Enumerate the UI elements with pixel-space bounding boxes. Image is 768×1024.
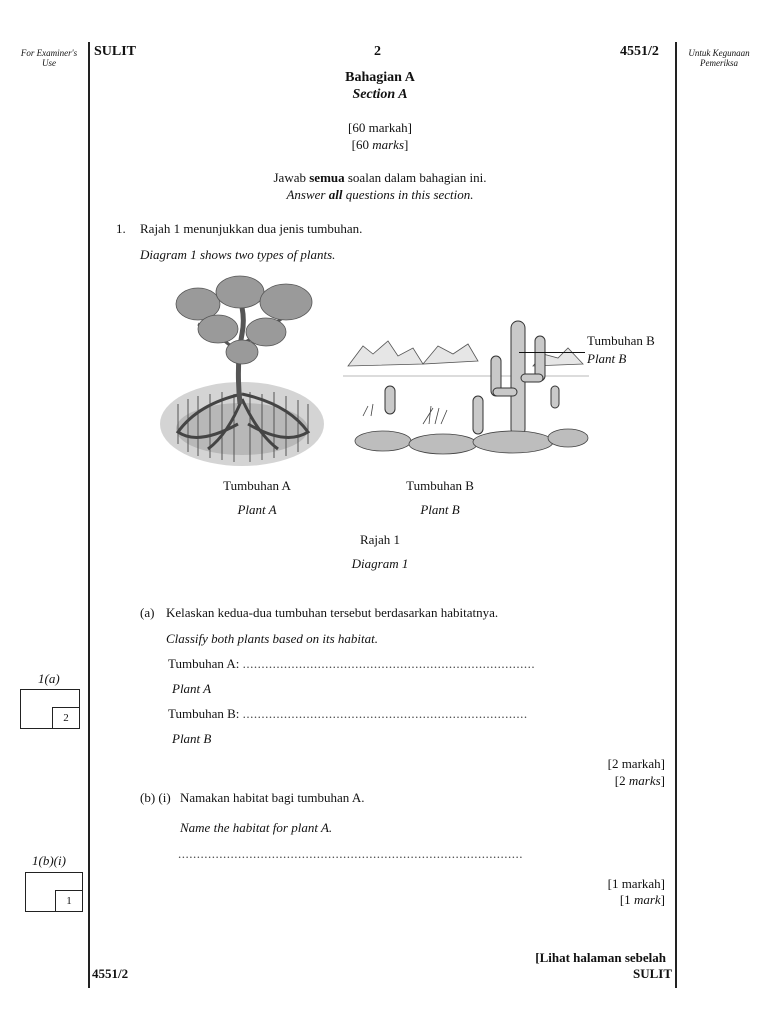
answer-line-plant-a[interactable]: Tumbuhan A: .............................................................................. (168, 656, 536, 671)
examiner-box-1bi-label: 1(b)(i) (32, 853, 66, 868)
pointer-label-en: Plant B (587, 351, 627, 366)
section-marks-ms: [60 markah] (348, 120, 412, 135)
question-stem-ms: Rajah 1 menunjukkan dua jenis tumbuhan. (140, 221, 363, 236)
footer-next-page: [Lihat halaman sebelah (535, 950, 666, 965)
part-a-label: (a) (140, 605, 155, 620)
left-margin-rule (88, 42, 90, 988)
plant-b-label-en: Plant B (420, 502, 460, 517)
answer-line-habitat[interactable]: ............................................................................................ (178, 846, 523, 861)
plant-a-mangrove-illustration (158, 274, 326, 470)
part-a-question-ms: Kelaskan kedua-dua tumbuhan tersebut berdasarkan habitatnya. (166, 605, 499, 620)
question-stem-en: Diagram 1 shows two types of plants. (140, 247, 336, 262)
instruction-ms: Jawab semua soalan dalam bahagian ini. (273, 170, 487, 185)
diagram-caption-ms: Rajah 1 (359, 532, 401, 547)
part-b-i-label: (b) (i) (140, 790, 171, 805)
part-b-i-question-ms: Namakan habitat bagi tumbuhan A. (180, 790, 365, 805)
question-number: 1. (116, 221, 126, 236)
footer-sulit: SULIT (632, 966, 672, 981)
header-page-number: 2 (374, 44, 381, 59)
part-b-i-marks-en: [1 mark] (619, 892, 665, 907)
right-margin-rule (675, 42, 677, 988)
plant-a-label-ms: Tumbuhan A (223, 478, 291, 493)
plant-b-label-ms: Tumbuhan B (406, 478, 474, 493)
examiner-box-1a[interactable] (20, 689, 80, 729)
part-a-marks-ms: [2 markah] (607, 756, 665, 771)
part-b-i-question-en: Name the habitat for plant A. (180, 820, 333, 835)
examiner-box-1bi[interactable] (25, 872, 83, 912)
diagram-caption-en: Diagram 1 (351, 556, 409, 571)
plant-b-en-sub: Plant B (172, 731, 212, 746)
plant-a-en-sub: Plant A (172, 681, 212, 696)
examiner-use-label: For Examiner's Use (20, 48, 78, 68)
plant-b-cactus-illustration (343, 316, 589, 456)
instruction-en: Answer all questions in this section. (286, 187, 474, 202)
header-paper-code: 4551/2 (620, 44, 659, 59)
examiner-box-1a-label: 1(a) (38, 671, 60, 686)
section-title-en: Section A (352, 87, 408, 102)
footer-paper-code: 4551/2 (92, 966, 129, 981)
answer-line-plant-b[interactable]: Tumbuhan B: ............................................................................ (168, 706, 528, 721)
plant-a-label-en: Plant A (237, 502, 277, 517)
examiner-box-1a-max: 2 (52, 707, 79, 728)
plant-b-pointer-line (519, 352, 585, 353)
part-a-question-en: Classify both plants based on its habitat. (166, 631, 378, 646)
part-b-i-marks-ms: [1 markah] (607, 876, 665, 891)
section-marks-en: [60 marks] (351, 137, 409, 152)
header-sulit: SULIT (94, 44, 137, 59)
pointer-label-ms: Tumbuhan B (587, 333, 655, 348)
kegunaan-pemeriksa-label: Untuk Kegunaan Pemeriksa (688, 48, 750, 68)
section-title-ms: Bahagian A (345, 70, 415, 85)
examiner-box-1bi-max: 1 (55, 890, 82, 911)
part-a-marks-en: [2 marks] (614, 773, 665, 788)
